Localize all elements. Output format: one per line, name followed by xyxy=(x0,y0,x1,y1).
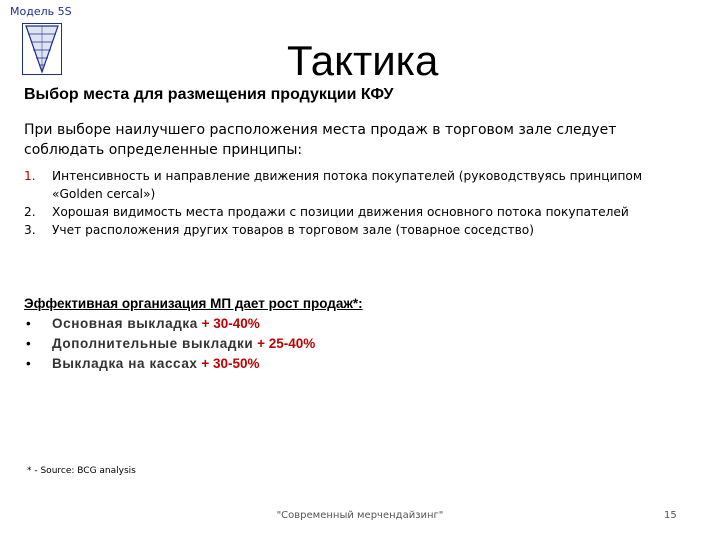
effect-item-text: Выкладка на кассах xyxy=(52,356,198,371)
list-item xyxy=(24,167,694,203)
list-item xyxy=(24,203,694,221)
effect-item-value: + 30-50% xyxy=(201,356,260,371)
effect-item-value: + 30-40% xyxy=(201,316,260,331)
list-item xyxy=(24,221,694,239)
slide-title: Тактика xyxy=(287,37,439,84)
effect-list xyxy=(24,314,363,374)
effect-item-text: Основная выкладка xyxy=(52,316,198,331)
effect-item-text: Дополнительные выкладки xyxy=(52,336,254,351)
effect-item xyxy=(24,314,363,334)
list-number: 3. xyxy=(24,223,36,237)
effect-heading: Эффективная организация МП дает рост продаж*: xyxy=(24,296,363,311)
inverted-pyramid-logo-icon xyxy=(22,23,62,75)
list-number: 2. xyxy=(24,205,36,219)
bullet: • xyxy=(26,336,31,351)
bullet: • xyxy=(26,316,31,331)
list-item-text: Учет расположения других товаров в торговом зале (товарное соседство) xyxy=(52,223,534,237)
list-number: 1. xyxy=(24,169,36,183)
effect-item-value: + 25-40% xyxy=(257,336,316,351)
page-number: 15 xyxy=(664,510,677,521)
principles-list xyxy=(24,167,694,239)
footer-caption: "Современный мерчендайзинг" xyxy=(276,510,444,521)
effect-item xyxy=(24,354,363,374)
bullet: • xyxy=(26,356,31,371)
model-label: Модель 5S xyxy=(10,5,72,18)
effect-section xyxy=(24,294,363,374)
list-item-text: Интенсивность и направление движения потока покупателей (руководствуясь принципом «Golden cercal») xyxy=(52,169,643,201)
intro-text: При выборе наилучшего расположения места продаж в торговом зале следует соблюдать определенные принципы: xyxy=(24,122,617,158)
footnote: * - Source: BCG analysis xyxy=(27,466,136,476)
list-item-text: Хорошая видимость места продажи с позиции движения основного потока покупателей xyxy=(52,205,629,219)
slide-subtitle: Выбор места для размещения продукции КФУ xyxy=(24,86,394,103)
effect-item xyxy=(24,334,363,354)
